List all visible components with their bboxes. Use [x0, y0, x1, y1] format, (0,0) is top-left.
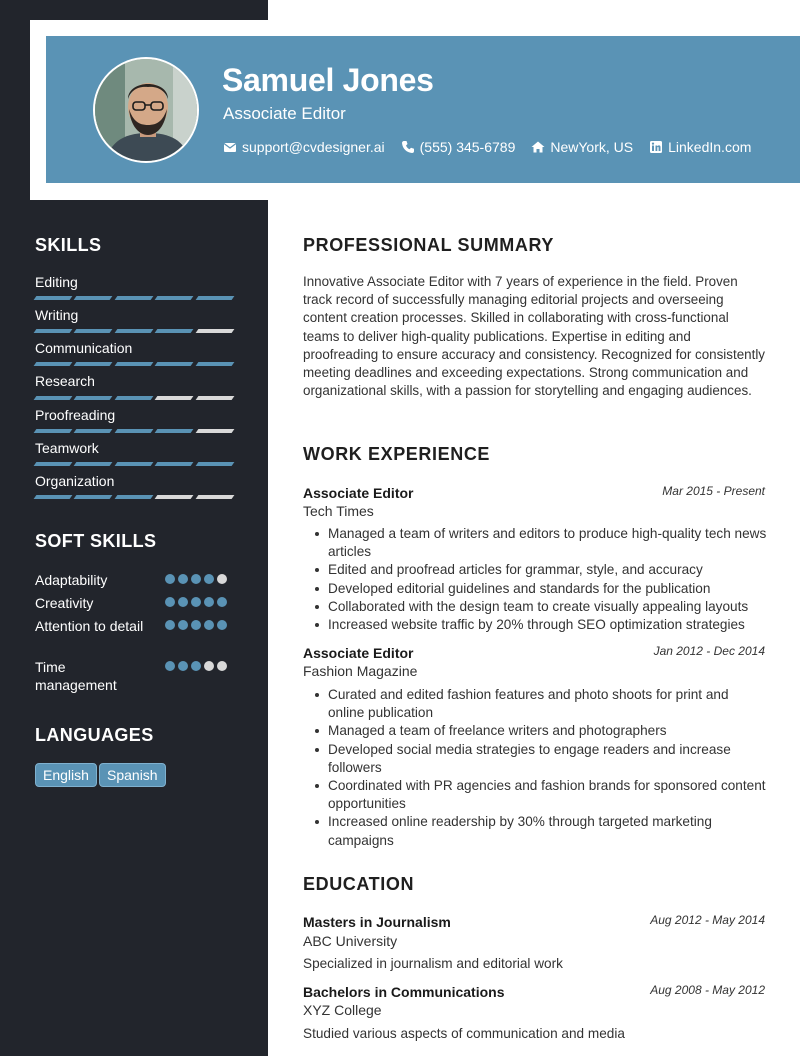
- candidate-name: Samuel Jones: [222, 62, 434, 98]
- soft-skill-dot: [204, 661, 214, 671]
- skill-level-segment: [74, 362, 113, 366]
- skill-level-segment: [34, 296, 73, 300]
- soft-skill-dot: [217, 661, 227, 671]
- summary-title: PROFESSIONAL SUMMARY: [303, 235, 555, 255]
- contact-email-text: support@cvdesigner.ai: [242, 139, 385, 155]
- soft-skill-dot: [178, 620, 188, 630]
- skill-name: Proofreading: [35, 407, 116, 423]
- job-title: Associate Editor: [303, 645, 414, 661]
- job-bullets: [328, 525, 768, 634]
- skill-bar: [35, 296, 233, 300]
- skill-name: Organization: [35, 473, 115, 489]
- avatar-photo: [95, 59, 199, 163]
- skill-name: Communication: [35, 340, 133, 356]
- soft-skill-dot: [191, 597, 201, 607]
- education-date: Aug 2008 - May 2012: [650, 983, 765, 997]
- skill-level-segment: [155, 362, 194, 366]
- skill-level-segment: [155, 462, 194, 466]
- candidate-role: Associate Editor: [223, 104, 346, 123]
- job-organization: Tech Times: [303, 503, 374, 519]
- degree-title: Bachelors in Communications: [303, 984, 505, 1000]
- soft-skill-dots: [165, 661, 227, 671]
- contact-linkedin[interactable]: [649, 139, 751, 155]
- languages-title: LANGUAGES: [35, 725, 154, 745]
- soft-skill-dots: [165, 574, 227, 584]
- linkedin-icon: [649, 140, 663, 154]
- skill-level-segment: [155, 396, 194, 400]
- skill-level-segment: [114, 362, 153, 366]
- skill-level-segment: [195, 296, 234, 300]
- skill-level-segment: [74, 462, 113, 466]
- skill-level-segment: [34, 495, 73, 499]
- list-item: Developed social media strategies to engage readers and increase followers: [328, 741, 768, 777]
- skill-level-segment: [195, 396, 234, 400]
- soft-skill-dots: [165, 620, 227, 630]
- list-item: Managed a team of freelance writers and photographers: [328, 722, 768, 740]
- job-date: Jan 2012 - Dec 2014: [653, 644, 765, 658]
- skill-level-segment: [155, 495, 194, 499]
- education-title: EDUCATION: [303, 874, 415, 894]
- job-organization: Fashion Magazine: [303, 663, 418, 679]
- list-item: Managed a team of writers and editors to produce high-quality tech news articles: [328, 525, 768, 561]
- soft-skills-title: SOFT SKILLS: [35, 531, 157, 551]
- skill-bar: [35, 462, 233, 466]
- skill-name: Editing: [35, 274, 78, 290]
- soft-skill-name: Attention to detail: [35, 618, 144, 634]
- list-item: Coordinated with PR agencies and fashion brands for sponsored content opportunities: [328, 777, 768, 813]
- education-date: Aug 2012 - May 2014: [650, 913, 765, 927]
- soft-skill-dots: [165, 597, 227, 607]
- skill-level-segment: [34, 429, 73, 433]
- skill-level-segment: [74, 329, 113, 333]
- job-bullets: [328, 686, 768, 850]
- soft-skill-dot: [165, 661, 175, 671]
- soft-skill-dot: [178, 661, 188, 671]
- soft-skill-dot: [191, 620, 201, 630]
- list-item: Increased website traffic by 20% through SEO optimization strategies: [328, 616, 768, 634]
- home-icon: [531, 140, 545, 154]
- contact-row: [223, 139, 767, 155]
- skill-level-segment: [195, 429, 234, 433]
- skill-bar: [35, 429, 233, 433]
- skill-level-segment: [34, 329, 73, 333]
- skill-bar: [35, 329, 233, 333]
- list-item: Curated and edited fashion features and photo shoots for print and online publication: [328, 686, 768, 722]
- skill-bar: [35, 362, 233, 366]
- soft-skill-dot: [178, 574, 188, 584]
- soft-skill-dot: [191, 661, 201, 671]
- avatar: [93, 57, 199, 163]
- soft-skill-dot: [217, 620, 227, 630]
- envelope-icon: [223, 140, 237, 154]
- language-badge: Spanish: [99, 763, 166, 787]
- skill-level-segment: [195, 329, 234, 333]
- school-name: ABC University: [303, 933, 398, 949]
- skill-level-segment: [74, 495, 113, 499]
- soft-skill-name: Creativity: [35, 595, 94, 611]
- skill-level-segment: [74, 296, 113, 300]
- skill-name: Writing: [35, 307, 79, 323]
- skill-level-segment: [34, 396, 73, 400]
- skill-level-segment: [155, 296, 194, 300]
- soft-skill-dot: [191, 574, 201, 584]
- skill-level-segment: [34, 462, 73, 466]
- contact-email[interactable]: [223, 139, 385, 155]
- skill-level-segment: [74, 429, 113, 433]
- skill-name: Teamwork: [35, 440, 99, 456]
- skill-level-segment: [195, 462, 234, 466]
- list-item: Edited and proofread articles for grammar, style, and accuracy: [328, 561, 768, 579]
- list-item: Developed editorial guidelines and standards for the publication: [328, 580, 768, 598]
- soft-skill-dot: [217, 574, 227, 584]
- list-item: Increased online readership by 30% through targeted marketing campaigns: [328, 813, 768, 849]
- skill-level-segment: [114, 429, 153, 433]
- soft-skill-dot: [165, 597, 175, 607]
- experience-title: WORK EXPERIENCE: [303, 444, 491, 464]
- language-badge: English: [35, 763, 97, 787]
- skill-bar: [35, 495, 233, 499]
- skill-level-segment: [155, 329, 194, 333]
- skill-level-segment: [195, 362, 234, 366]
- soft-skill-dot: [178, 597, 188, 607]
- soft-skill-dot: [165, 620, 175, 630]
- skill-level-segment: [74, 396, 113, 400]
- skill-level-segment: [155, 429, 194, 433]
- skill-level-segment: [195, 495, 234, 499]
- contact-phone[interactable]: [401, 139, 516, 155]
- soft-skill-dot: [204, 620, 214, 630]
- list-item: Collaborated with the design team to create visually appealing layouts: [328, 598, 768, 616]
- summary-text: Innovative Associate Editor with 7 years of experience in the field. Proven track record of successfully managing editorial projects and overseeing content creation processes. Skilled in collaborating with cross-functional teams to deliver high-quality publications. Expertise in editing and proofreading to ensure accuracy and consistency. Recognized for consistently meeting deadlines and exceeding expectations. Strong communication and organizational skills, with a passion for storytelling and engaging audiences.: [303, 274, 765, 399]
- job-date: Mar 2015 - Present: [662, 484, 765, 498]
- soft-skill-dot: [165, 574, 175, 584]
- skill-bar: [35, 396, 233, 400]
- soft-skill-name: Time management: [35, 659, 117, 693]
- school-name: XYZ College: [303, 1002, 382, 1018]
- contact-linkedin-text: LinkedIn.com: [668, 139, 752, 155]
- skill-level-segment: [34, 362, 73, 366]
- job-title: Associate Editor: [303, 485, 414, 501]
- skill-level-segment: [114, 296, 153, 300]
- phone-icon: [401, 140, 415, 154]
- soft-skill-dot: [204, 597, 214, 607]
- skills-title: SKILLS: [35, 235, 102, 255]
- skill-level-segment: [114, 495, 153, 499]
- contact-location-text: NewYork, US: [550, 139, 634, 155]
- contact-phone-text: (555) 345-6789: [419, 139, 516, 155]
- soft-skill-name: Adaptability: [35, 572, 108, 588]
- skill-level-segment: [114, 396, 153, 400]
- soft-skill-dot: [204, 574, 214, 584]
- education-description: Specialized in journalism and editorial work: [303, 956, 563, 971]
- skill-level-segment: [114, 462, 153, 466]
- education-description: Studied various aspects of communication and media: [303, 1026, 625, 1041]
- skill-level-segment: [114, 329, 153, 333]
- contact-location: [531, 139, 633, 155]
- soft-skill-dot: [217, 597, 227, 607]
- degree-title: Masters in Journalism: [303, 914, 451, 930]
- skill-name: Research: [35, 373, 95, 389]
